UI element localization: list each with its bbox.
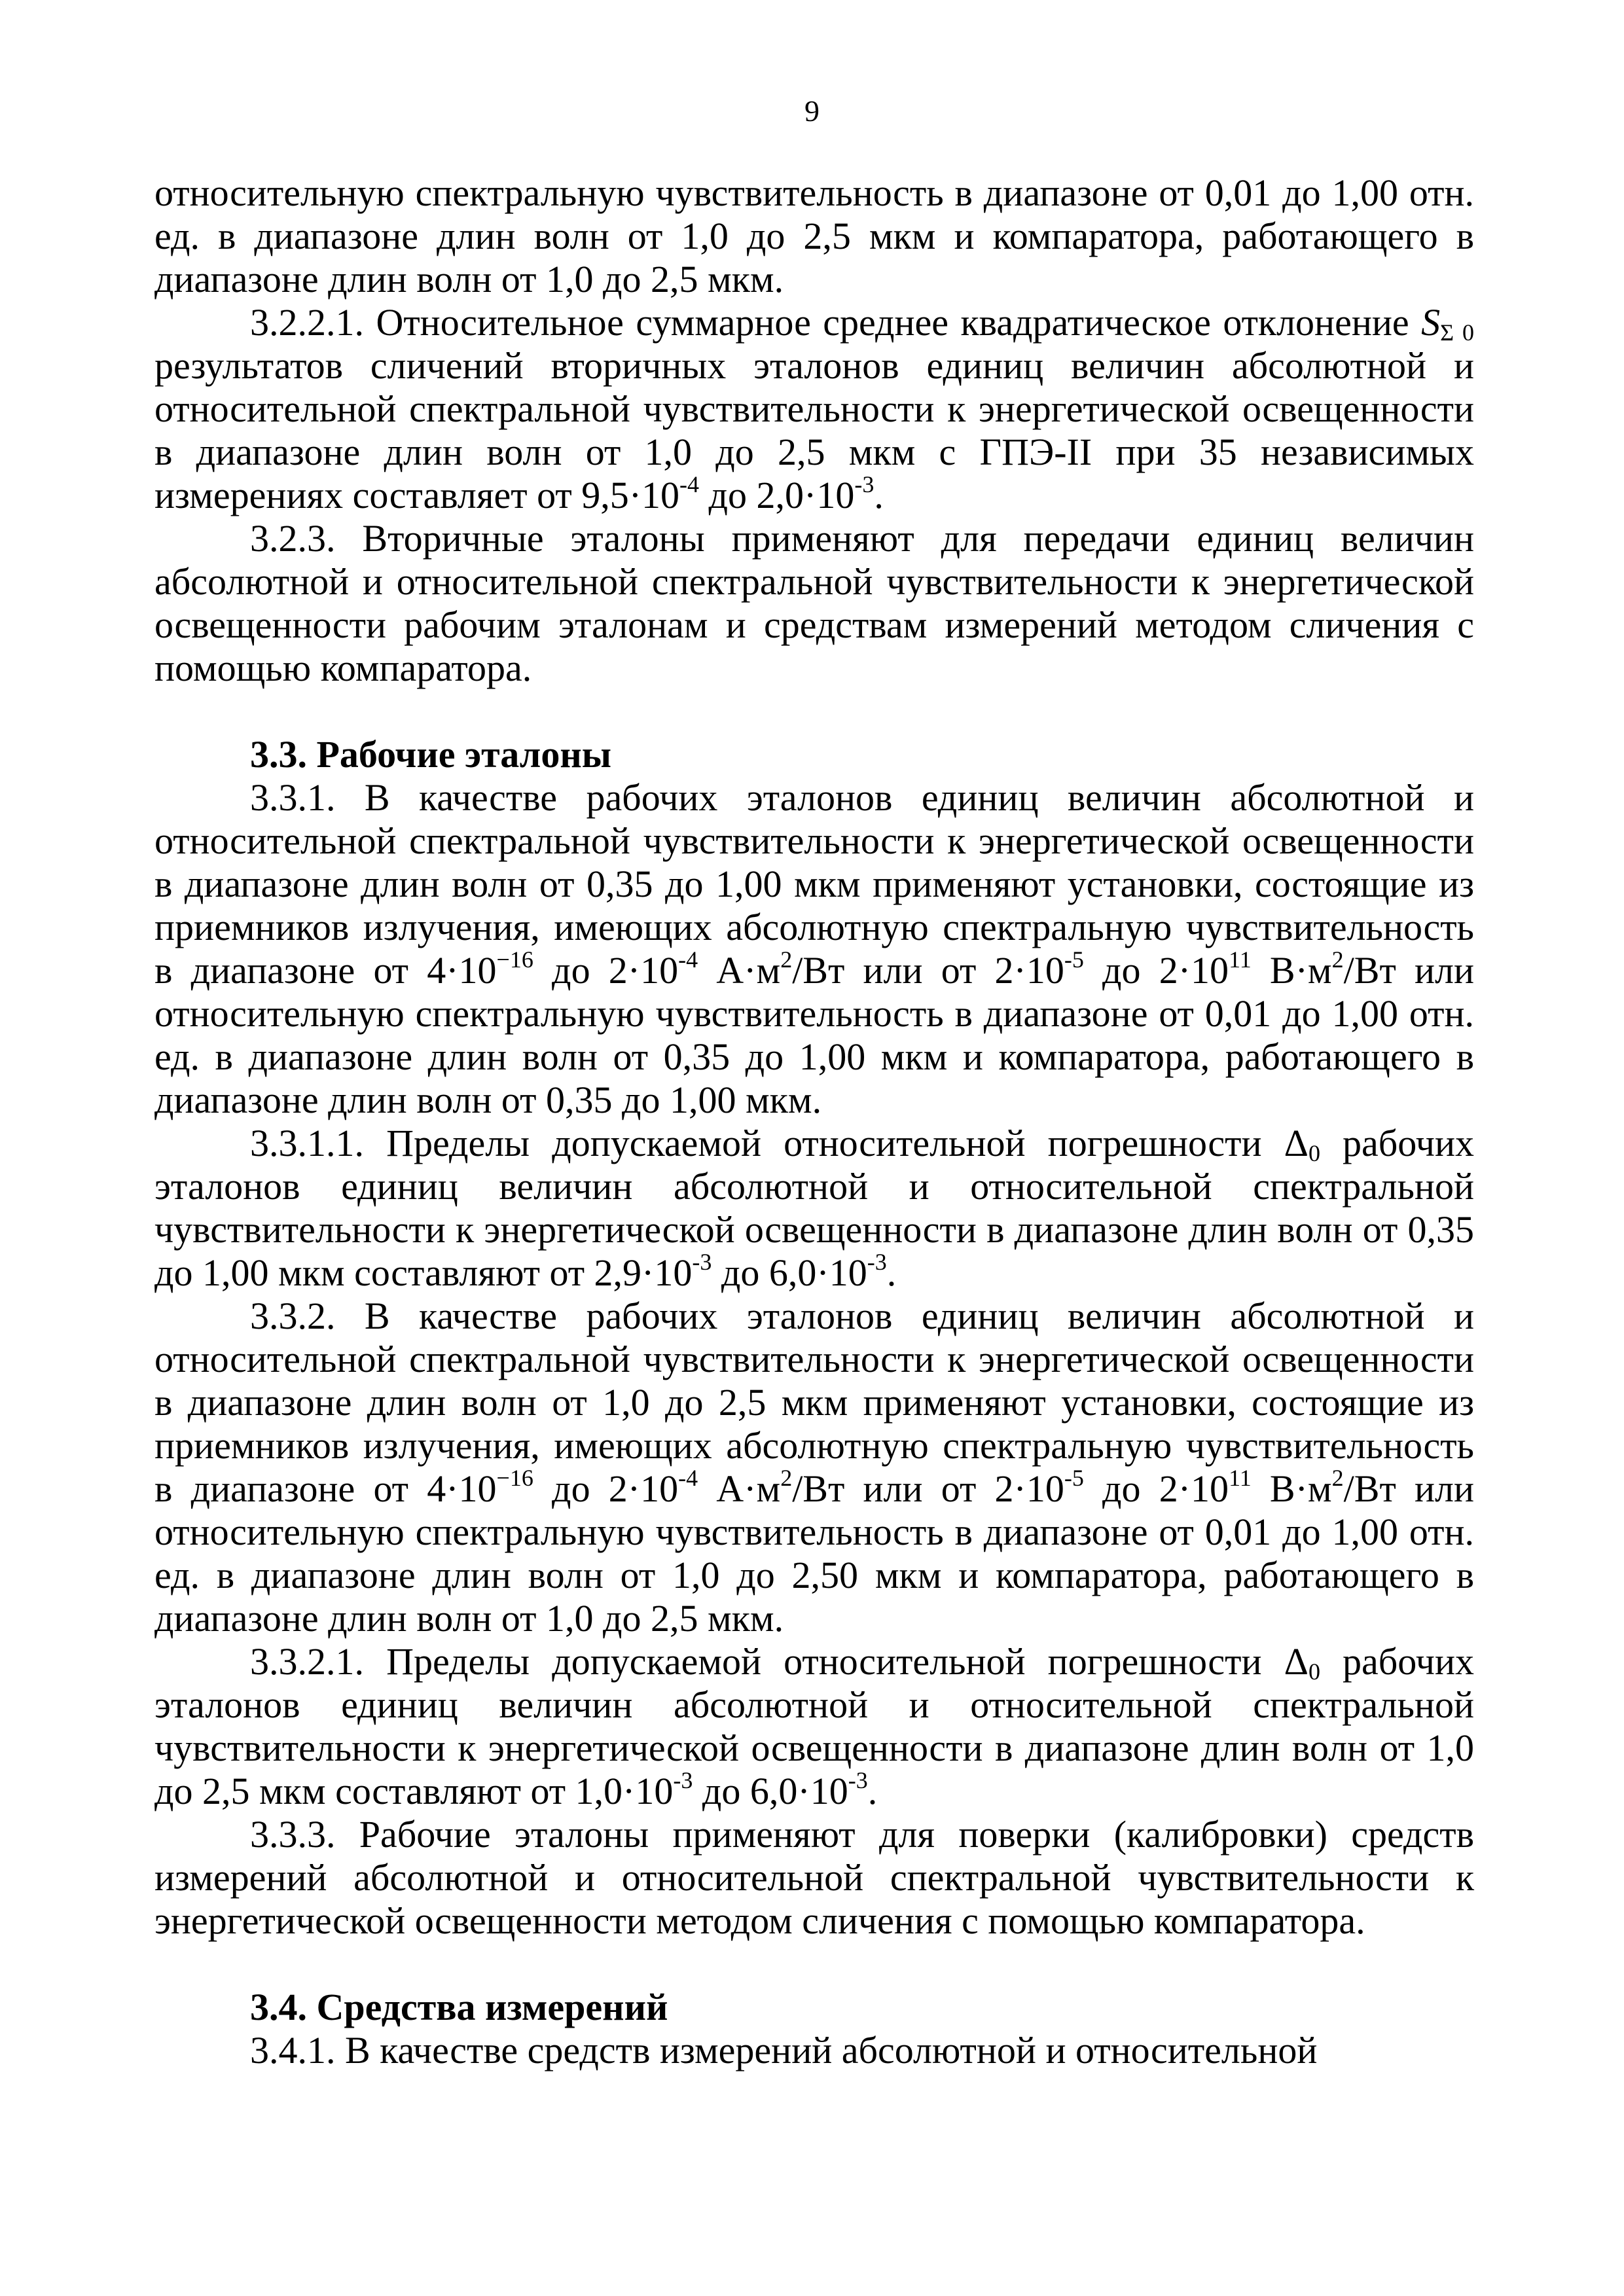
section-heading-3-3: 3.3. Рабочие эталоны xyxy=(250,733,612,776)
paragraph-3-4-1: 3.4.1. В качестве средств измерений абсолютной и относительной xyxy=(250,2029,1318,2072)
paragraph-3-3-2-1: 3.3.2.1. Пределы допускаемой относительной погрешности $\Delta_0$ рабочих эталонов единиц величин абсолютной и относительной спектральной чувствительности к энергетической освещенности в диапазоне длин волн от 1,0 до 2,5 мкм составляют от $1,0\cdot 10^{-3}$ до $6,0\cdot 10^{-3}$. xyxy=(154,1640,1475,1812)
paragraph-3-2-3: 3.2.3. Вторичные эталоны применяют для передачи единиц величин абсолютной и относительной спектральной чувствительности к энергетической освещенности рабочим эталонам и средствам измерений методом сличения с помощью компаратора. xyxy=(154,517,1474,689)
paragraph-3-2-2-1: 3.2.2.1. Относительное суммарное среднее квадратическое отклонение $S_{\Sigma 0}$ результатов сличений вторичных эталонов единиц величин абсолютной и относительной спектральной чувствительности к энергетической освещенности в диапазоне длин волн от 1,0 до 2,5 мкм с ГПЭ-II при 35 независимых измерениях составляет от $9,5\cdot 10^{-4}$ до $2,0\cdot 10^{-3}$. xyxy=(154,301,1475,516)
paragraph-3-3-1-1: 3.3.1.1. Пределы допускаемой относительной погрешности $\Delta_0$ рабочих эталонов единиц величин абсолютной и относительной спектральной чувствительности к энергетической освещенности в диапазоне длин волн от 0,35 до 1,00 мкм составляют от $2,9\cdot 10^{-3}$ до $6,0\cdot 10^{-3}$. xyxy=(154,1122,1475,1294)
document-body xyxy=(154,171,1474,2072)
paragraph-continuation: относительную спектральную чувствительность в диапазоне от 0,01 до 1,00 отн. ед. в диапазоне длин волн от 1,0 до 2,5 мкм и компаратора, работающего в диапазоне длин волн от 1,0 до 2,5 мкм. xyxy=(154,171,1474,300)
page-number: 9 xyxy=(804,94,820,128)
formula-variable-s: S xyxy=(1421,301,1441,344)
paragraph-3-3-2: 3.3.2. В качестве рабочих эталонов единиц величин абсолютной и относительной спектральной чувствительности к энергетической освещенности в диапазоне длин волн от 1,0 до 2,5 мкм применяют установки, состоящие из приемников излучения, имеющих абсолютную спектральную чувствительность в диапазоне от $4\cdot 10^{-16}$ до $2\cdot 10^{-4}$ $А\cdot м^2/Вт$ или от $2\cdot 10^{-5}$ до $2\cdot 10^{11}$ $В\cdot м^2/Вт$ или относительную спектральную чувствительность в диапазоне от 0,01 до 1,00 отн. ед. в диапазоне длин волн от 1,0 до 2,50 мкм и компаратора, работающего в диапазоне длин волн от 1,0 до 2,5 мкм. xyxy=(154,1295,1475,1640)
section-heading-3-4: 3.4. Средства измерений xyxy=(250,1986,668,2028)
paragraph-3-3-1: 3.3.1. В качестве рабочих эталонов единиц величин абсолютной и относительной спектральной чувствительности к энергетической освещенности в диапазоне длин волн от 0,35 до 1,00 мкм применяют установки, состоящие из приемников излучения, имеющих абсолютную спектральную чувствительность в диапазоне от $4\cdot 10^{-16}$ до $2\cdot 10^{-4}$ $А\cdot м^2/Вт$ или от $2\cdot 10^{-5}$ до $2\cdot 10^{11}$ $В\cdot м^2/Вт$ или относительную спектральную чувствительность в диапазоне от 0,01 до 1,00 отн. ед. в диапазоне длин волн от 0,35 до 1,00 мкм и компаратора, работающего в диапазоне длин волн от 0,35 до 1,00 мкм. xyxy=(154,776,1475,1121)
formula-subscript: Σ 0 xyxy=(1440,319,1475,346)
paragraph-3-3-3: 3.3.3. Рабочие эталоны применяют для поверки (калибровки) средств измерений абсолютной и относительной спектральной чувствительности к энергетической освещенности методом сличения с помощью компаратора. xyxy=(154,1813,1474,1942)
